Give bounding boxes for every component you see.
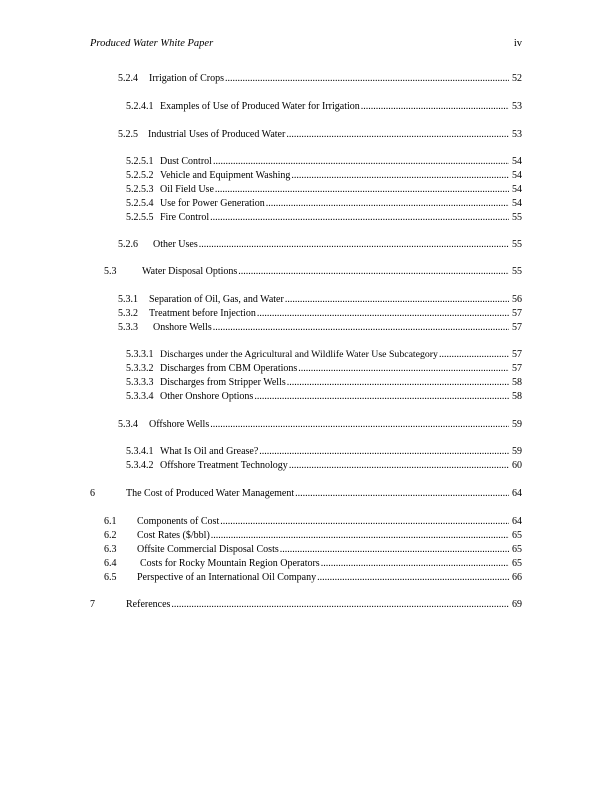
dot-leader (285, 293, 509, 306)
dot-leader (171, 598, 509, 611)
toc-entry-title: Discharges from CBM Operations (160, 363, 298, 374)
dot-leader (321, 557, 509, 570)
toc-entry-title: Dust Control (160, 156, 212, 167)
toc-entry-number: 6.3 (104, 544, 117, 555)
toc-entry-number: 5.3.3.4 (126, 391, 154, 402)
toc-entry[interactable] (126, 169, 522, 182)
toc-entry-number: 6.5 (104, 572, 117, 583)
toc-entry-number: 5.3.1 (118, 294, 138, 305)
toc-entry[interactable] (118, 293, 522, 306)
dot-leader (259, 445, 509, 458)
toc-entry-title: Discharges from Stripper Wells (160, 377, 286, 388)
toc-entry-title: Components of Cost (137, 516, 220, 527)
toc-entry-number: 5.2.5.1 (126, 156, 154, 167)
dot-leader (295, 487, 509, 500)
toc-entry-title: References (126, 599, 171, 610)
toc-entry-page: 57 (512, 322, 522, 333)
toc-entry-page: 69 (512, 599, 522, 610)
toc-entry[interactable] (126, 459, 522, 472)
toc-entry-page: 54 (512, 184, 522, 195)
dot-leader (439, 348, 509, 361)
dot-leader (298, 362, 509, 375)
toc-entry[interactable] (126, 211, 522, 224)
toc-entry-title: Fire Control (160, 212, 210, 223)
dot-leader (225, 72, 509, 85)
page-number: iv (513, 38, 522, 49)
toc-entry-number: 5.2.4 (118, 73, 138, 84)
toc-entry-title: Industrial Uses of Produced Water (148, 129, 286, 140)
dot-leader (199, 238, 509, 251)
dot-leader (215, 183, 509, 196)
toc-entry-title: Water Disposal Options (142, 266, 238, 277)
toc-entry[interactable] (104, 265, 522, 278)
toc-entry-title: The Cost of Produced Water Management (126, 488, 295, 499)
toc-entry[interactable] (90, 487, 522, 500)
dot-leader (286, 128, 509, 141)
toc-entry-title: Examples of Use of Produced Water for Irrigation (160, 101, 360, 112)
dot-leader (266, 197, 509, 210)
toc-entry-number: 5.2.5.5 (126, 212, 154, 223)
dot-leader (254, 390, 509, 403)
running-header-title: Produced Water White Paper (90, 38, 214, 49)
dot-leader (213, 321, 509, 334)
toc-entry-page: 59 (512, 446, 522, 457)
dot-leader (210, 418, 509, 431)
toc-entry-page: 52 (512, 73, 522, 84)
toc-entry-title: Irrigation of Crops (149, 73, 224, 84)
dot-leader (361, 100, 509, 113)
toc-entry-number: 5.3.2 (118, 308, 138, 319)
dot-leader (289, 459, 509, 472)
toc-entry-title: Perspective of an International Oil Company (137, 572, 317, 583)
toc-entry-page: 64 (512, 516, 522, 527)
toc-entry-number: 6.1 (104, 516, 117, 527)
toc-entry-page: 54 (512, 170, 522, 181)
dot-leader (257, 307, 509, 320)
toc-entry[interactable] (118, 418, 522, 431)
toc-entry-page: 59 (512, 419, 522, 430)
toc-entry-number: 6.2 (104, 530, 117, 541)
toc-entry-number: 5.3.3 (118, 322, 138, 333)
toc-entry-number: 5.2.5.2 (126, 170, 154, 181)
toc-entry[interactable] (118, 128, 522, 141)
toc-entry-number: 5.2.5.3 (126, 184, 154, 195)
toc-entry-page: 66 (512, 572, 522, 583)
toc-entry-title: Onshore Wells (153, 322, 212, 333)
toc-entry-number: 5.2.5 (118, 129, 138, 140)
toc-entry-page: 58 (512, 391, 522, 402)
toc-entry-title: Vehicle and Equipment Washing (160, 170, 291, 181)
toc-entry-number: 5.3 (104, 266, 117, 277)
dot-leader (280, 543, 509, 556)
toc-entry-number: 5.3.3.2 (126, 363, 154, 374)
toc-entry-page: 65 (512, 558, 522, 569)
toc-entry-title: Other Onshore Options (160, 391, 254, 402)
dot-leader (317, 571, 509, 584)
toc-entry[interactable] (90, 598, 522, 611)
toc-entry-page: 65 (512, 544, 522, 555)
toc-entry-title: Oil Field Use (160, 184, 214, 195)
toc-entry-title: Offsite Commercial Disposal Costs (137, 544, 279, 555)
toc-entry[interactable] (126, 197, 522, 210)
toc-entry-page: 54 (512, 156, 522, 167)
toc-entry-number: 5.3.3.1 (126, 349, 154, 360)
toc-entry[interactable] (126, 362, 522, 375)
dot-leader (238, 265, 509, 278)
toc-entry-page: 53 (512, 101, 522, 112)
toc-entry-page: 57 (512, 349, 522, 360)
toc-entry-page: 65 (512, 530, 522, 541)
toc-entry-title: Separation of Oil, Gas, and Water (149, 294, 284, 305)
toc-entry-page: 55 (512, 212, 522, 223)
toc-entry[interactable] (126, 390, 522, 403)
toc-entry[interactable] (104, 557, 522, 570)
toc-entry-page: 56 (512, 294, 522, 305)
dot-leader (211, 529, 509, 542)
toc-entry-title: Use for Power Generation (160, 198, 265, 209)
toc-entry-number: 5.3.4 (118, 419, 138, 430)
toc-entry-page: 58 (512, 377, 522, 388)
toc-entry-number: 5.2.6 (118, 239, 138, 250)
toc-entry-title: Offshore Wells (149, 419, 210, 430)
toc-entry[interactable] (118, 72, 522, 85)
toc-entry-page: 64 (512, 488, 522, 499)
toc-entry[interactable] (104, 515, 522, 528)
toc-entry[interactable] (126, 348, 522, 361)
toc-entry[interactable] (126, 376, 522, 389)
toc-entry-number: 5.3.3.3 (126, 377, 154, 388)
toc-entry-title: Discharges under the Agricultural and Wildlife Water Use Subcategory (160, 349, 438, 360)
toc-entry[interactable] (126, 155, 522, 168)
toc-entry[interactable] (104, 543, 522, 556)
toc-entry-page: 54 (512, 198, 522, 209)
toc-entry-page: 53 (512, 129, 522, 140)
toc-entry-number: 5.2.4.1 (126, 101, 154, 112)
toc-entry[interactable] (118, 307, 522, 320)
toc-entry-number: 5.3.4.1 (126, 446, 154, 457)
dot-leader (210, 211, 509, 224)
toc-entry[interactable] (104, 571, 522, 584)
toc-entry-page: 55 (512, 266, 522, 277)
toc-entry-number: 6.4 (104, 558, 117, 569)
toc-entry[interactable] (126, 100, 522, 113)
dot-leader (291, 169, 509, 182)
toc-entry-page: 55 (512, 239, 522, 250)
toc-entry-title: Offshore Treatment Technology (160, 460, 288, 471)
toc-entry-page: 57 (512, 308, 522, 319)
toc-entry[interactable] (118, 238, 522, 251)
toc-entry-page: 57 (512, 363, 522, 374)
toc-entry-page: 60 (512, 460, 522, 471)
toc-entry-number: 5.2.5.4 (126, 198, 154, 209)
toc-entry-title: Treatment before Injection (149, 308, 256, 319)
toc-entry-title: Other Uses (153, 239, 198, 250)
dot-leader (220, 515, 509, 528)
toc-entry-number: 6 (90, 488, 95, 499)
toc-entry-title: What Is Oil and Grease? (160, 446, 259, 457)
dot-leader (213, 155, 509, 168)
toc-entry[interactable] (126, 445, 522, 458)
toc-entry[interactable] (104, 529, 522, 542)
toc-entry[interactable] (118, 321, 522, 334)
toc-entry[interactable] (126, 183, 522, 196)
toc-entry-title: Cost Rates ($/bbl) (137, 530, 210, 541)
toc-entry-title: Costs for Rocky Mountain Region Operators (140, 558, 320, 569)
dot-leader (287, 376, 509, 389)
toc-entry-number: 5.3.4.2 (126, 460, 154, 471)
toc-entry-number: 7 (90, 599, 95, 610)
